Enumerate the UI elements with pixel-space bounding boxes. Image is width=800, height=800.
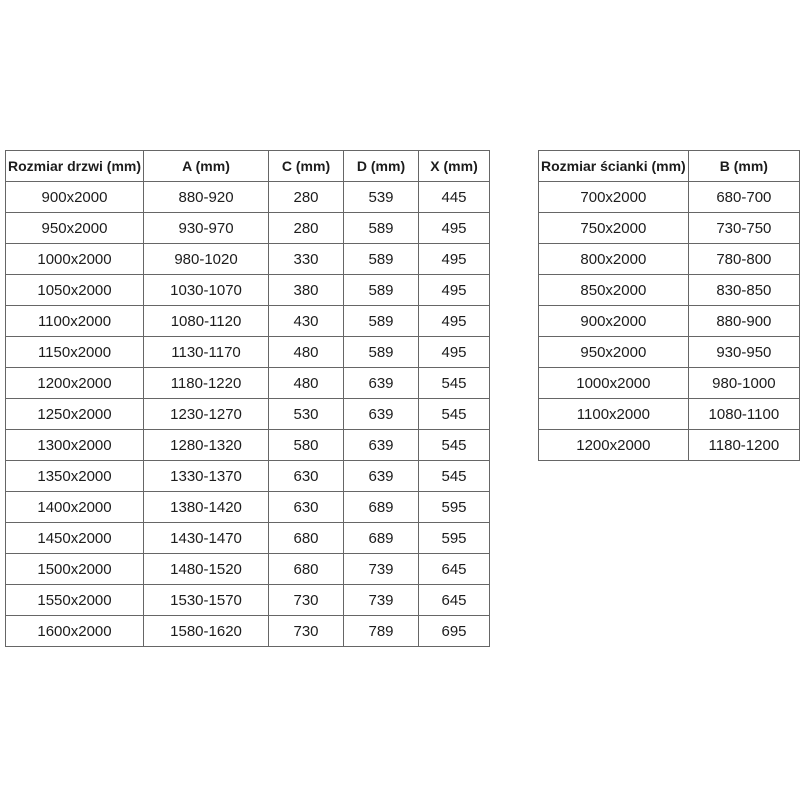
table-row [6,368,490,399]
table-cell: 1130-1170 [144,337,269,368]
column-header: X (mm) [419,151,490,182]
table-cell: 1000x2000 [539,368,689,399]
table-cell: 739 [344,554,419,585]
table-cell: 689 [344,492,419,523]
table-cell: 589 [344,275,419,306]
table-cell: 545 [419,399,490,430]
table-cell: 700x2000 [539,182,689,213]
table-cell: 1350x2000 [6,461,144,492]
table-cell: 495 [419,337,490,368]
table-row [539,368,800,399]
table-cell: 1080-1100 [688,399,799,430]
table-cell: 1380-1420 [144,492,269,523]
table-cell: 495 [419,275,490,306]
table-cell: 1280-1320 [144,430,269,461]
table-cell: 495 [419,306,490,337]
table-cell: 495 [419,244,490,275]
table-cell: 1200x2000 [6,368,144,399]
table-cell: 695 [419,616,490,647]
table-cell: 430 [269,306,344,337]
table-cell: 495 [419,213,490,244]
table-cell: 545 [419,368,490,399]
table-cell: 900x2000 [6,182,144,213]
table-cell: 1050x2000 [6,275,144,306]
table-cell: 595 [419,523,490,554]
column-header: C (mm) [269,151,344,182]
table-cell: 480 [269,337,344,368]
table-cell: 639 [344,399,419,430]
table-cell: 539 [344,182,419,213]
table-cell: 750x2000 [539,213,689,244]
doors-dimensions-table [5,150,490,647]
table-cell: 1250x2000 [6,399,144,430]
table-cell: 1600x2000 [6,616,144,647]
table-cell: 530 [269,399,344,430]
table-cell: 739 [344,585,419,616]
table-cell: 789 [344,616,419,647]
table-cell: 280 [269,213,344,244]
table-cell: 1080-1120 [144,306,269,337]
table-row [539,213,800,244]
table-cell: 280 [269,182,344,213]
table-row [6,616,490,647]
table-cell: 1530-1570 [144,585,269,616]
table-row [6,399,490,430]
table-row [539,275,800,306]
table-row [6,244,490,275]
table-cell: 545 [419,461,490,492]
table-row [539,430,800,461]
table-cell: 900x2000 [539,306,689,337]
walls-dimensions-table [538,150,800,461]
table-cell: 1400x2000 [6,492,144,523]
table-cell: 730 [269,616,344,647]
table-cell: 1300x2000 [6,430,144,461]
table-cell: 980-1000 [688,368,799,399]
table-cell: 1500x2000 [6,554,144,585]
table-cell: 880-920 [144,182,269,213]
header-row [539,151,800,182]
table-row [6,275,490,306]
table-row [6,337,490,368]
table-row [539,182,800,213]
table-cell: 1000x2000 [6,244,144,275]
table-cell: 380 [269,275,344,306]
table-cell: 730 [269,585,344,616]
table-cell: 850x2000 [539,275,689,306]
table-cell: 1180-1200 [688,430,799,461]
table-cell: 589 [344,337,419,368]
table-cell: 1100x2000 [539,399,689,430]
table-cell: 830-850 [688,275,799,306]
table-cell: 680 [269,554,344,585]
table-cell: 800x2000 [539,244,689,275]
table-cell: 330 [269,244,344,275]
table-cell: 950x2000 [539,337,689,368]
table-cell: 639 [344,368,419,399]
table-cell: 730-750 [688,213,799,244]
table-cell: 545 [419,430,490,461]
table-cell: 1200x2000 [539,430,689,461]
table-cell: 1180-1220 [144,368,269,399]
table-cell: 930-970 [144,213,269,244]
table-cell: 680 [269,523,344,554]
table-cell: 639 [344,461,419,492]
table-cell: 630 [269,461,344,492]
table-cell: 645 [419,554,490,585]
table-cell: 580 [269,430,344,461]
table-row [539,337,800,368]
table-cell: 1230-1270 [144,399,269,430]
table-cell: 1030-1070 [144,275,269,306]
table-row [6,585,490,616]
table-cell: 1100x2000 [6,306,144,337]
column-header: D (mm) [344,151,419,182]
table-row [6,213,490,244]
table-row [6,554,490,585]
table-cell: 1150x2000 [6,337,144,368]
table-cell: 589 [344,213,419,244]
table-row [539,306,800,337]
table-cell: 595 [419,492,490,523]
column-header: Rozmiar drzwi (mm) [6,151,144,182]
table-row [6,461,490,492]
column-header: B (mm) [688,151,799,182]
table-cell: 1450x2000 [6,523,144,554]
column-header: A (mm) [144,151,269,182]
table-row [6,492,490,523]
table-cell: 950x2000 [6,213,144,244]
table-row [539,244,800,275]
table-cell: 930-950 [688,337,799,368]
table-cell: 630 [269,492,344,523]
table-cell: 589 [344,244,419,275]
table-row [539,399,800,430]
table-cell: 1330-1370 [144,461,269,492]
header-row [6,151,490,182]
table-cell: 589 [344,306,419,337]
table-row [6,430,490,461]
table-cell: 780-800 [688,244,799,275]
table-cell: 639 [344,430,419,461]
table-cell: 645 [419,585,490,616]
table-row [6,306,490,337]
table-cell: 980-1020 [144,244,269,275]
table-cell: 480 [269,368,344,399]
table-cell: 1480-1520 [144,554,269,585]
table-cell: 680-700 [688,182,799,213]
table-row [6,523,490,554]
table-cell: 445 [419,182,490,213]
table-cell: 1550x2000 [6,585,144,616]
table-cell: 1580-1620 [144,616,269,647]
table-cell: 689 [344,523,419,554]
table-row [6,182,490,213]
table-cell: 1430-1470 [144,523,269,554]
table-cell: 880-900 [688,306,799,337]
column-header: Rozmiar ścianki (mm) [539,151,689,182]
